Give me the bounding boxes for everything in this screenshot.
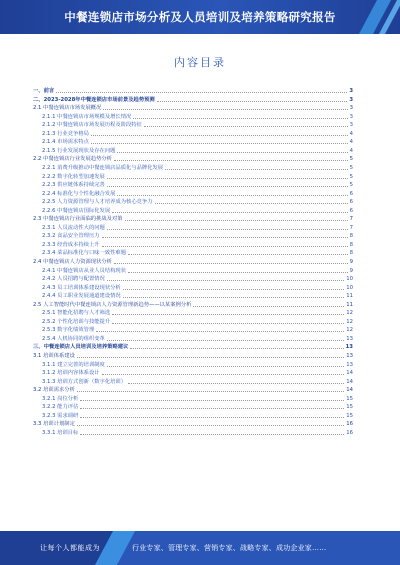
toc-leader-dots [77, 357, 344, 358]
toc-page-number: 14 [346, 378, 353, 385]
toc-entry-title: 2.2 中餐连锁店行业发展趋势分析 [33, 156, 112, 163]
toc-page-number: 12 [346, 310, 353, 317]
toc-page-number: 5 [349, 182, 353, 189]
toc-entry-title: 2.5 人工智能时代中餐连锁店人力资源管理新趋势——以某案例分析 [33, 301, 192, 308]
toc-leader-dots [80, 417, 344, 418]
toc-entry[interactable] [33, 146, 353, 155]
toc-leader-dots [117, 195, 347, 196]
toc-page-number: 3 [349, 113, 353, 120]
toc-page-number: 15 [346, 395, 353, 402]
toc-page-number: 3 [349, 105, 353, 112]
toc-page-number: 13 [346, 335, 353, 342]
toc-entry-title: 2.3 中餐连锁店行业面临的挑战及对策 [33, 216, 123, 223]
toc-entry[interactable] [33, 351, 353, 360]
toc-entry[interactable] [33, 411, 353, 420]
toc-leader-dots [103, 109, 347, 110]
toc-leader-dots [125, 220, 348, 221]
toc-entry-title: 3.2.1 岗位分析 [42, 395, 79, 402]
toc-entry[interactable] [33, 154, 353, 163]
toc-entry-title: 2.5.2 个性化培训与技能提升 [42, 318, 111, 325]
footer-tagline: 行业专家、管理专家、营销专家、战略专家、成功企业家…… [132, 544, 327, 552]
toc-page-number: 8 [349, 250, 353, 257]
toc-entry-title: 3.2.2 能力评估 [42, 404, 79, 411]
toc-entry[interactable] [33, 197, 353, 206]
toc-page-number: 3 [349, 96, 353, 103]
toc-entry-title: 3.2 培训需求分析 [33, 387, 75, 394]
toc-entry[interactable] [33, 214, 353, 223]
toc-entry-title: 2.4.4 员工职业发展通道建设情况 [42, 293, 121, 300]
toc-entry[interactable] [33, 248, 353, 257]
toc-entry-title: 2.5.1 智能化招聘与人才筛选 [42, 310, 111, 317]
toc-entry-title: 2.1.5 行业发展现状及存在问题 [42, 147, 116, 154]
toc-entry[interactable] [33, 95, 353, 104]
toc-entry-title: 2.3.1 人员流动性大的问题 [42, 224, 105, 231]
toc-entry-title: 一、前言 [33, 88, 55, 95]
toc-entry[interactable] [33, 419, 353, 428]
toc-page-number: 11 [346, 301, 353, 308]
toc-leader-dots [96, 331, 344, 332]
toc-page-number: 4 [349, 130, 353, 137]
toc-entry-title: 2.1 中餐连锁店市场发展概况 [33, 105, 102, 112]
toc-leader-dots [117, 152, 347, 153]
toc-entry[interactable] [33, 300, 353, 309]
toc-leader-dots [165, 169, 348, 170]
toc-entry[interactable] [33, 257, 353, 266]
toc-entry[interactable] [33, 163, 353, 172]
toc-page-number: 11 [346, 293, 353, 300]
toc-leader-dots [56, 92, 347, 93]
toc-leader-dots [107, 366, 344, 367]
toc-entry-title: 2.4.1 中餐连锁店从业人员结构现状 [42, 267, 127, 274]
toc-entry-title: 2.4.3 员工培训体系建设现状分析 [42, 284, 121, 291]
toc-leader-dots [102, 237, 348, 238]
toc-entry-title: 2.3.3 经营成本持续上升 [42, 241, 100, 248]
toc-entry[interactable] [33, 103, 353, 112]
toc-page-number: 4 [349, 139, 353, 146]
toc-entry-title: 2.4 中餐连锁店人力资源现状分析 [33, 258, 112, 265]
toc-entry[interactable] [33, 86, 353, 95]
toc-page-number: 10 [346, 276, 353, 283]
toc-entry[interactable] [33, 223, 353, 232]
toc-leader-dots [112, 323, 344, 324]
toc-entry[interactable] [33, 283, 353, 292]
toc-entry[interactable] [33, 428, 353, 437]
toc-page-number: 5 [349, 156, 353, 163]
toc-page-number: 7 [349, 216, 353, 223]
toc-entry-title: 2.2.5 人力资源管理与人才培养成为核心竞争力 [42, 199, 153, 206]
toc-page-number: 14 [346, 387, 353, 394]
toc-entry[interactable] [33, 360, 353, 369]
toc-entry[interactable] [33, 274, 353, 283]
toc-page-number: 6 [349, 207, 353, 214]
table-of-contents [33, 86, 353, 436]
toc-entry-title: 3.3 培训计划制定 [33, 421, 75, 428]
toc-page-number: 14 [346, 370, 353, 377]
toc-entry-title: 2.3.2 食品安全管理压力 [42, 233, 100, 240]
toc-page-number: 10 [346, 284, 353, 291]
toc-entry[interactable] [33, 240, 353, 249]
toc-page-number: 8 [349, 241, 353, 248]
toc-entry-title: 2.2.2 数字化转型加速发展 [42, 173, 105, 180]
toc-leader-dots [133, 118, 347, 119]
toc-leader-dots [80, 434, 344, 435]
toc-entry-title: 2.4.2 人员招聘与配置情况 [42, 276, 105, 283]
toc-page-number: 5 [349, 164, 353, 171]
toc-entry-title: 3.2.3 需求调研 [42, 412, 79, 419]
toc-entry[interactable] [33, 265, 353, 274]
toc-entry[interactable] [33, 112, 353, 121]
toc-leader-dots [80, 408, 344, 409]
toc-entry-title: 2.2.1 消费升级推动中餐连锁店品质化与品牌化发展 [42, 164, 164, 171]
toc-entry[interactable] [33, 231, 353, 240]
toc-entry-title: 2.1.2 中餐连锁店市场发展历程及阶段特征 [42, 122, 142, 129]
toc-page-number: 5 [349, 173, 353, 180]
toc-entry[interactable] [33, 171, 353, 180]
toc-leader-dots [114, 160, 348, 161]
toc-leader-dots [155, 203, 348, 204]
toc-entry[interactable] [33, 402, 353, 411]
page-header [0, 0, 400, 34]
toc-leader-dots [77, 391, 344, 392]
toc-heading: 内容目录 [174, 56, 226, 69]
toc-entry-title: 3.1.2 培训内容体系设计 [42, 370, 100, 377]
toc-page-number: 13 [346, 353, 353, 359]
toc-entry[interactable] [33, 377, 353, 386]
toc-entry[interactable] [33, 206, 353, 215]
toc-leader-dots [107, 229, 348, 230]
toc-entry-title: 二、2023-2028年中餐连锁店市场前景及趋势预测 [33, 96, 155, 103]
toc-leader-dots [128, 254, 348, 255]
toc-page-number: 8 [349, 233, 353, 240]
toc-page-number: 3 [349, 88, 353, 95]
toc-entry-title: 3.1 培训体系建设 [33, 353, 75, 359]
toc-leader-dots [128, 383, 344, 384]
toc-entry[interactable] [33, 129, 353, 138]
toc-leader-dots [157, 101, 348, 102]
toc-page-number: 12 [346, 327, 353, 334]
toc-entry[interactable] [33, 368, 353, 377]
toc-leader-dots [102, 374, 345, 375]
toc-page-number: 6 [349, 199, 353, 206]
toc-leader-dots [102, 246, 348, 247]
toc-entry[interactable] [33, 317, 353, 326]
page-footer [0, 531, 400, 565]
toc-leader-dots [107, 178, 348, 179]
toc-entry-title: 3.3.1 培训目标 [42, 429, 79, 436]
toc-leader-dots [112, 314, 344, 315]
toc-page-number: 16 [346, 429, 353, 436]
toc-leader-dots [128, 272, 348, 273]
footer-slogan: 让每个人都能成为 [40, 544, 100, 552]
toc-entry[interactable] [33, 325, 353, 334]
toc-entry-title: 2.5.3 数字化绩效管理 [42, 327, 95, 334]
toc-leader-dots [144, 126, 348, 127]
toc-page-number: 12 [346, 318, 353, 325]
toc-leader-dots [193, 306, 344, 307]
toc-entry[interactable] [33, 291, 353, 300]
toc-entry[interactable] [33, 120, 353, 129]
toc-page-number: 15 [346, 404, 353, 411]
toc-entry-title: 3.1.1 建立完善的培训制度 [42, 361, 105, 368]
toc-leader-dots [112, 212, 347, 213]
toc-leader-dots [114, 263, 348, 264]
toc-page-number: 7 [349, 224, 353, 231]
toc-entry-title: 2.2.3 供应链体系持续完善 [42, 182, 105, 189]
toc-entry[interactable] [33, 137, 353, 146]
toc-leader-dots [107, 280, 344, 281]
report-title: 中餐连锁店市场分析及人员培训及培养策略研究报告 [64, 10, 336, 24]
toc-page-number: 9 [349, 258, 353, 265]
toc-entry-title: 3.1.3 培训方式创新（数字化培训） [42, 378, 127, 385]
toc-entry-title: 2.1.3 行业竞争格局 [42, 130, 89, 137]
toc-page-number: 16 [346, 421, 353, 428]
toc-leader-dots [130, 348, 343, 349]
toc-page-number: 13 [345, 344, 353, 351]
toc-page-number: 3 [349, 122, 353, 129]
toc-leader-dots [91, 135, 348, 136]
toc-page-number: 13 [346, 361, 353, 368]
toc-entry[interactable] [33, 394, 353, 403]
toc-entry[interactable] [33, 334, 353, 343]
toc-entry[interactable] [33, 385, 353, 394]
toc-leader-dots [123, 289, 345, 290]
toc-entry-title: 2.2.6 中餐连锁店国际化发展 [42, 207, 111, 214]
toc-entry-title: 2.1.4 市场需求特点 [42, 139, 89, 146]
toc-entry[interactable] [33, 189, 353, 198]
toc-entry-title: 2.1.1 中餐连锁店市场规模及增长情况 [42, 113, 132, 120]
toc-entry-title: 三、中餐连锁店人员培训及培养策略建议 [33, 344, 129, 351]
toc-leader-dots [123, 297, 345, 298]
toc-page-number: 9 [349, 267, 353, 274]
toc-entry[interactable] [33, 342, 353, 351]
toc-entry-title: 2.2.4 标准化与个性化融合发展 [42, 190, 116, 197]
toc-leader-dots [107, 186, 348, 187]
toc-entry[interactable] [33, 308, 353, 317]
toc-leader-dots [91, 143, 348, 144]
toc-leader-dots [107, 340, 344, 341]
toc-page-number: 4 [349, 147, 353, 154]
toc-page-number: 6 [349, 190, 353, 197]
toc-entry-title: 2.5.4 人机协同的组织变革 [42, 335, 105, 342]
toc-entry[interactable] [33, 180, 353, 189]
toc-leader-dots [80, 400, 344, 401]
toc-entry-title: 2.3.4 菜品标准化与口味一致性难题 [42, 250, 127, 257]
toc-leader-dots [77, 425, 344, 426]
toc-page-number: 15 [346, 412, 353, 419]
